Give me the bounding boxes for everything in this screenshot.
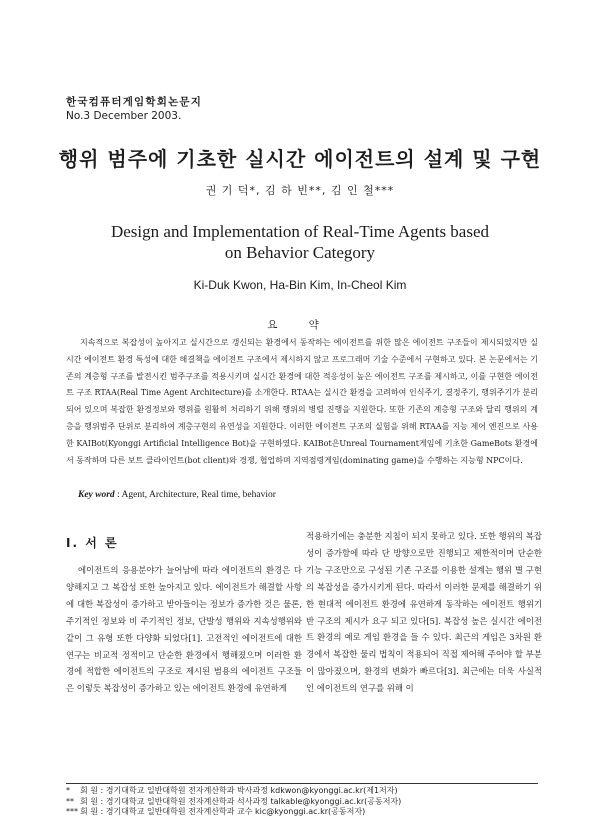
footnote-divider [66,783,538,784]
author-list-korean: 권 기 덕*, 김 하 빈**, 김 인 철*** [205,184,395,197]
body-text-right-column: 적용하기에는 충분한 지침이 되지 못하고 있다. 또한 행위의 복잡성이 증가함에 따라 단 방향으로만 진행되고 제한적이며 단순한 기능 구조만으로 구성된 기존 구조를 이용한 설계는 행위 별 구현의 복잡성을 증가시키게 된다. 따라서 이러한 문제를 해결하기 위한 현대적 에이전트 환경에 유연하게 동작하는 에이전트 행위기반 구조의 제시가 요구 되고 있다[5]. 복잡성 높은 실시간 에이전트 환경의 예로 게임 환경을 들 수 있다. 최근의 게임은 3차원 환경에서 복잡한 물리 법칙이 적용되어 직접 제어해 주어야 할 부분이 많아졌으며, 환경의 변화가 빠르다[3]. 최근에는 더욱 사실적인 에이전트의 연구를 위해 이 [306,531,542,694]
abstract-heading: 요 약 [267,319,333,331]
author-list-english: Ki-Duk Kwon, Ha-Bin Kim, In-Cheol Kim [193,278,407,292]
footnote-mark: *** [66,807,78,816]
footnote-item [66,797,401,808]
paper-title-english-line1: Design and Implementation of Real-Time Agents based [110,222,490,241]
journal-header [66,95,202,123]
body-text-left-column: 에이전트의 응용분야가 늘어남에 따라 에이전트의 환경은 다양해지고 그 복잡성 또한 높아지고 있다. 에이전트가 해결할 사항에 대한 복잡성이 증가하고 받아들이는 정보가 증가한 것은 물론, 주기적인 정보와 비 주기적인 정보, 단발성 행위와 지속성행위와 같이 그 유형 또한 다양화 되었다[1]. 고전적인 에이전트에 대한 연구는 비교적 정적이고 단순한 환경에서 행해졌으며 이러한 환경에 적합한 에이전트의 구조로 제시된 범용의 에이전트 구조들은 이렇듯 복잡성이 증가하고 있는 에이전트 환경에 유연하게 [66,565,302,694]
section-title-introduction: Ⅰ. 서 론 [66,536,119,550]
footnote-mark: * [66,786,70,795]
keywords [78,490,276,500]
footnote-item [66,786,401,797]
keywords-value: : Agent, Architecture, Real time, behavior [117,490,276,500]
journal-name: 한국컴퓨터게임학회논문지 [66,96,203,108]
paper-title-english-line2: on Behavior Category [224,243,376,262]
footnote-text: 회 원 : 경기대학교 일반대학원 전자계산학과 석사과정 talkable@kyonggi.ac.kr(공동저자) [80,796,402,806]
footnote-text: 회 원 : 경기대학교 일반대학원 전자계산학과 박사과정 kdkwon@kyonggi.ac.kr(제1저자) [80,786,398,795]
abstract-text: 지속적으로 복잡성이 높아지고 실시간으로 갱신되는 환경에서 동작하는 에이전트를 위한 많은 에이전트 구조들이 제시되었지만 실시간 에이전트 환경 특성에 대한 해결책을 에이전트 구조에서 제시하지 않고 프로그래머 기술 수준에서 구현하고 있다. 본 논문에서는 기존의 계층형 구조를 발전시킨 범주구조를 적용시키며 실시간 환경에 대한 적응성이 높은 에이전트 구조를 제시하고, 이를 구현한 에이전트 구조 RTAA(Real Time Agent Architecture)를 소개한다. RTAA는 실시간 환경을 고려하여 인식주기, 결정주기, 행위주기가 분리되어 있으며 복잡한 환경정보와 행위를 원활히 처리하기 위해 행위의 병렬 진행을 지원한다. 또한 기존의 계층형 구조와 달리 행위의 계층을 행위범주 단위로 분리하여 계층구현의 유연성을 지원한다. 이러한 에이전트 구조의 실험을 위해 RTAA를 지능 제어 엔진으로 사용한 KAIBot(Kyonggi Artificial Intelligence Bot)을 구현하였다. KAIBot은Unreal Tournament게임에 기초한 GameBots 환경에서 동작하며 다른 보트 클라이언트(bot client)와 경쟁, 협업하며 지역점령게임(dominating game)을 수행하는 지능형 NPC이다. [66,338,538,465]
keywords-label: Key word [78,490,115,500]
paper-title-korean: 행위 범주에 기초한 실시간 에이전트의 설계 및 구현 [58,147,542,171]
footnote-text: 회 원 : 경기대학교 일반대학원 전자계산학과 교수 kic@kyonggi.ac.kr(공동저자) [80,807,366,816]
footnote-mark: ** [66,796,74,806]
journal-issue: No.3 December 2003. [66,110,182,122]
footnote-list [66,786,401,818]
paper-title-english [0,221,600,263]
footnote-item [66,807,401,818]
